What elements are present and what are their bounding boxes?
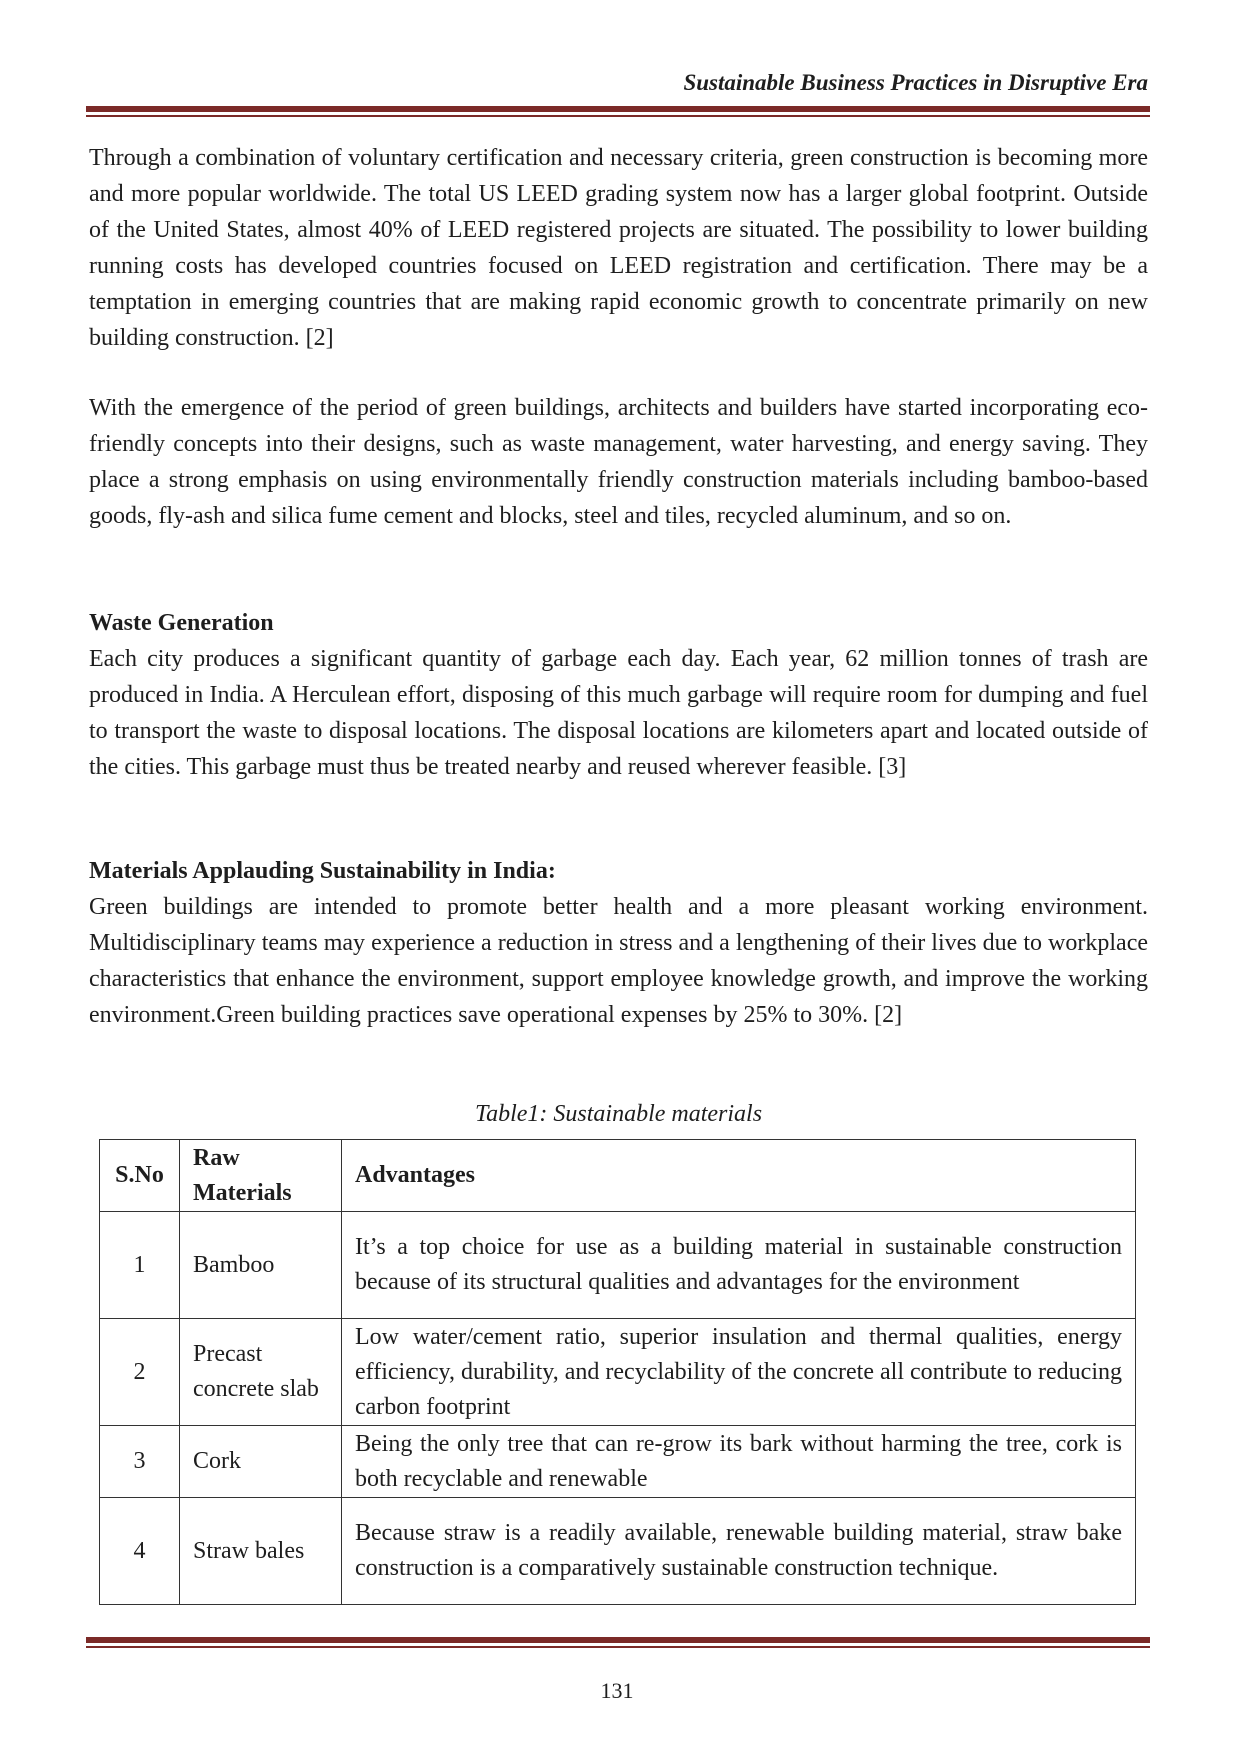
- header-advantages: Advantages: [342, 1140, 1136, 1212]
- section-text: Each city produces a significant quantity of garbage each day. Each year, 62 million tonnes of trash are produced in India. A Herculean effort, disposing of this much garbage will require room for dumping and fuel to transport the waste to disposal locations. The disposal locations are kilometers apart and located outside of the cities. This garbage must thus be treated nearby and reused wherever feasible. [3]: [89, 646, 1148, 780]
- table-row: [100, 1426, 1136, 1498]
- paragraph-text: With the emergence of the period of green buildings, architects and builders have started incorporating eco-friendly concepts into their designs, such as waste management, water harvesting, and energy saving. They place a strong emphasis on using environmentally friendly construction materials including bamboo-based goods, fly-ash and silica fume cement and blocks, steel and tiles, recycled aluminum, and so on.: [89, 395, 1148, 529]
- table-header-row: [100, 1140, 1136, 1212]
- cell-material: Bamboo: [180, 1212, 342, 1319]
- footer-rule: [86, 1637, 1150, 1648]
- sustainable-materials-table: [99, 1139, 1136, 1605]
- table-row: [100, 1319, 1136, 1426]
- header-rule-thick: [86, 106, 1150, 112]
- section-waste-generation: [89, 605, 1148, 785]
- cell-advantages: Being the only tree that can re-grow its bark without harming the tree, cork is both recyclable and renewable: [342, 1426, 1136, 1498]
- cell-sno: 4: [100, 1498, 180, 1605]
- header-raw-materials: Raw Materials: [180, 1140, 342, 1212]
- cell-advantages: It’s a top choice for use as a building material in sustainable construction because of its structural qualities and advantages for the environment: [342, 1212, 1136, 1319]
- section-heading: Materials Applauding Sustainability in India:: [89, 858, 556, 884]
- cell-material: Precast concrete slab: [180, 1319, 342, 1426]
- page-number: 131: [600, 1678, 634, 1703]
- header-rule-thin: [86, 115, 1150, 117]
- cell-sno: 3: [100, 1426, 180, 1498]
- paragraph-leed: [89, 140, 1148, 356]
- section-text: Green buildings are intended to promote better health and a more pleasant working environment. Multidisciplinary teams may experience a reduction in stress and a lengthening of their lives due to workplace characteristics that enhance the environment, support employee knowledge growth, and improve the working environment.Green building practices save operational expenses by 25% to 30%. [2]: [89, 894, 1148, 1028]
- footer-rule-thin: [86, 1646, 1150, 1648]
- footer-rule-thick: [86, 1637, 1150, 1643]
- cell-sno: 2: [100, 1319, 180, 1426]
- table-row: [100, 1212, 1136, 1319]
- paragraph-text: Through a combination of voluntary certification and necessary criteria, green construction is becoming more and more popular worldwide. The total US LEED grading system now has a larger global footprint. Outside of the United States, almost 40% of LEED registered projects are situated. The possibility to lower building running costs has developed countries focused on LEED registration and certification. There may be a temptation in emerging countries that are making rapid economic growth to concentrate primarily on new building construction. [2]: [89, 145, 1148, 351]
- table-caption: Table1: Sustainable materials: [474, 1101, 763, 1127]
- cell-material: Straw bales: [180, 1498, 342, 1605]
- header-rule: [86, 106, 1150, 117]
- header-sno: S.No: [100, 1140, 180, 1212]
- running-header: Sustainable Business Practices in Disruptive Era: [683, 70, 1148, 95]
- cell-advantages: Because straw is a readily available, renewable building material, straw bake construction is a comparatively sustainable construction technique.: [342, 1498, 1136, 1605]
- cell-sno: 1: [100, 1212, 180, 1319]
- section-heading: Waste Generation: [89, 610, 274, 636]
- cell-material: Cork: [180, 1426, 342, 1498]
- paragraph-green-buildings: [89, 390, 1148, 534]
- cell-advantages: Low water/cement ratio, superior insulation and thermal qualities, energy efficiency, durability, and recyclability of the concrete all contribute to reducing carbon footprint: [342, 1319, 1136, 1426]
- section-materials-sustainability: [89, 853, 1148, 1033]
- table-row: [100, 1498, 1136, 1605]
